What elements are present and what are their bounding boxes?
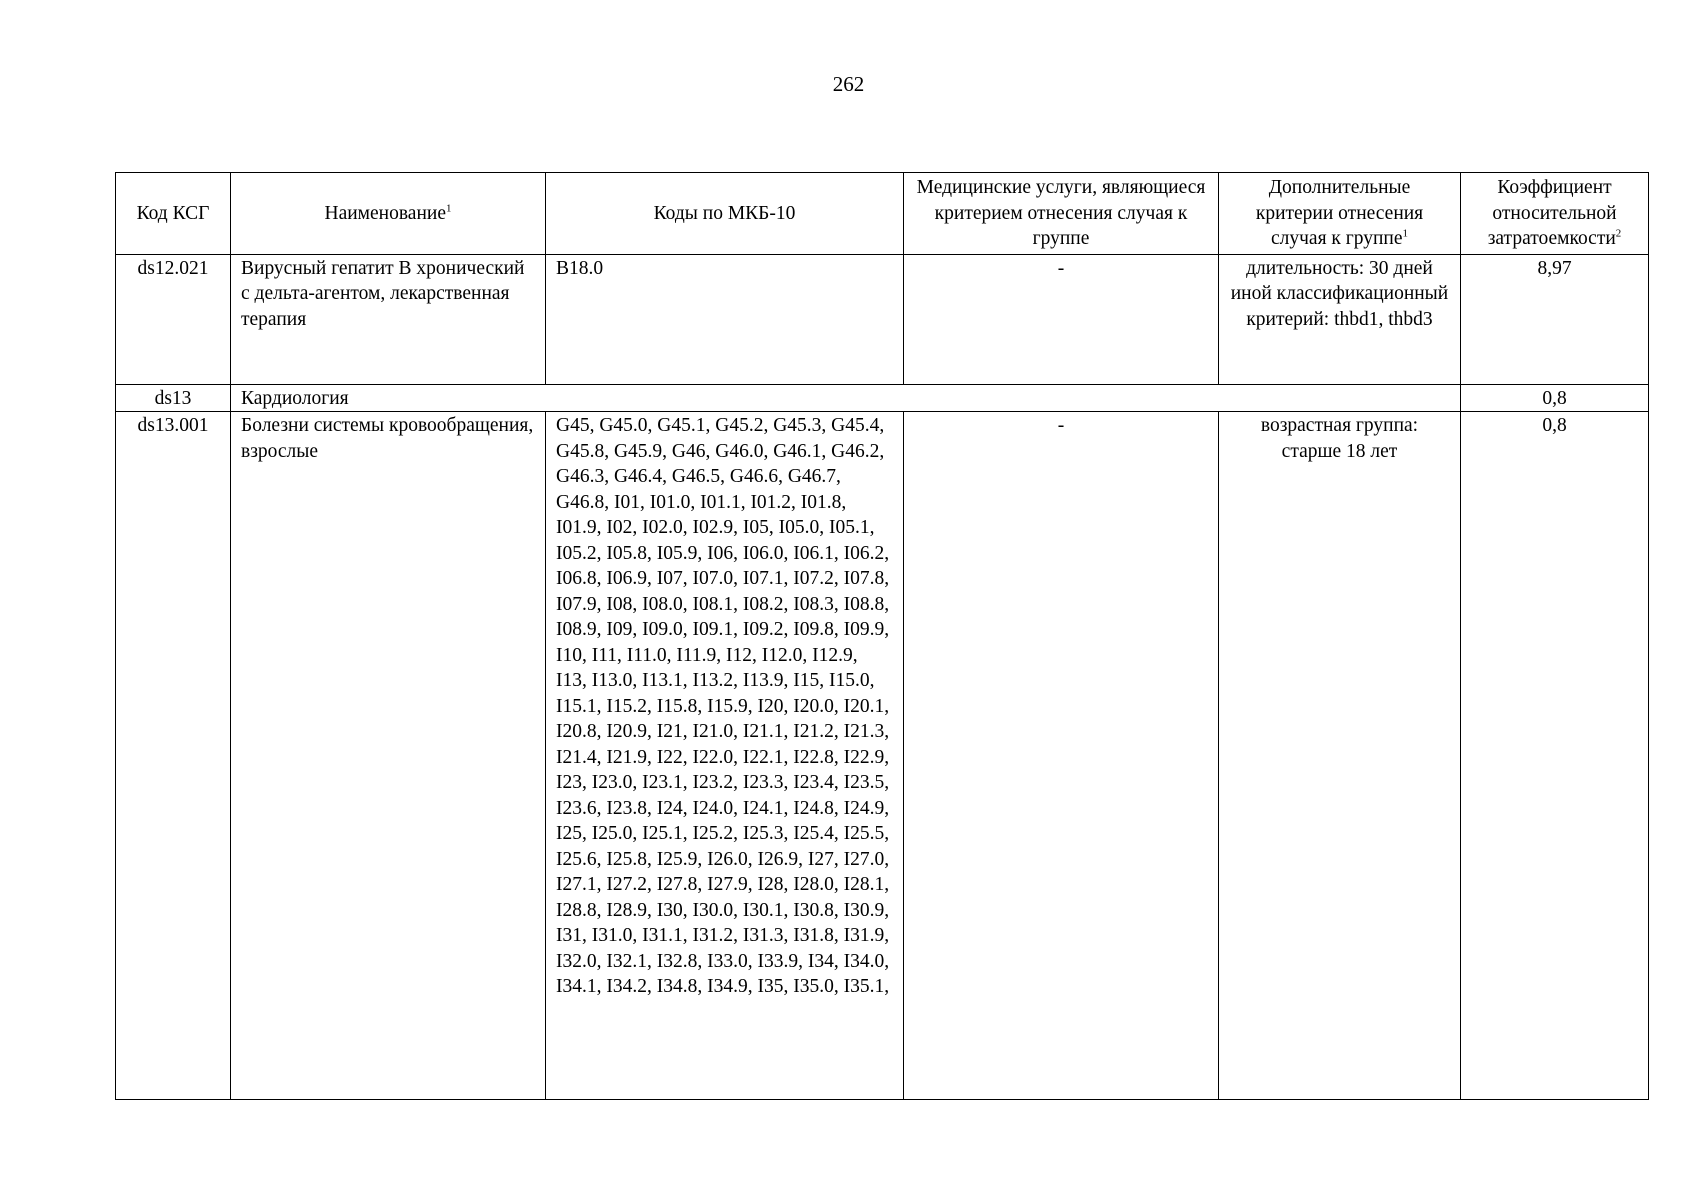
- table-row: [116, 254, 1649, 384]
- ksg-table: [115, 172, 1649, 1100]
- cell-coef: 0,8: [1461, 412, 1649, 1100]
- header-code: Код КСГ: [116, 173, 231, 255]
- cell-code: ds13.001: [116, 412, 231, 1100]
- footnote-mark: 2: [1615, 227, 1622, 240]
- cell-code: ds12.021: [116, 254, 231, 384]
- header-icd: Коды по МКБ-10: [546, 173, 904, 255]
- page-number: 262: [832, 72, 865, 96]
- cell-extra: длительность: 30 дней иной классификационный критерий: thbd1, thbd3: [1219, 254, 1461, 384]
- table-header-row: [116, 173, 1649, 255]
- cell-coef: 8,97: [1461, 254, 1649, 384]
- cell-name: Вирусный гепатит B хронический с дельта-агентом, лекарственная терапия: [231, 254, 546, 384]
- cell-section-name: Кардиология: [231, 384, 1461, 412]
- cell-extra: возрастная группа: старше 18 лет: [1219, 412, 1461, 1100]
- table-row: [116, 412, 1649, 1100]
- cell-services: -: [904, 254, 1219, 384]
- cell-icd: B18.0: [546, 254, 904, 384]
- cell-code: ds13: [116, 384, 231, 412]
- header-extra: Дополнительные критерии отнесения случая к группе$^1$: [1219, 173, 1461, 255]
- cell-services: -: [904, 412, 1219, 1100]
- footnote-mark: 1: [1402, 227, 1409, 240]
- header-name: Наименование$^1$: [231, 173, 546, 255]
- cell-name: Болезни системы кровообращения, взрослые: [231, 412, 546, 1100]
- table-row-section: [116, 384, 1649, 412]
- header-coef: Коэффициент относительной затратоемкости$^2$: [1461, 173, 1649, 255]
- cell-icd: G45, G45.0, G45.1, G45.2, G45.3, G45.4, G45.8, G45.9, G46, G46.0, G46.1, G46.2, G46.3, G46.4, G46.5, G46.6, G46.7, G46.8, I01, I01.0, I01.1, I01.2, I01.8, I01.9, I02, I02.0, I02.9, I05, I05.0, I05.1, I05.2, I05.8, I05.9, I06, I06.0, I06.1, I06.2, I06.8, I06.9, I07, I07.0, I07.1, I07.2, I07.8, I07.9, I08, I08.0, I08.1, I08.2, I08.3, I08.8, I08.9, I09, I09.0, I09.1, I09.2, I09.8, I09.9, I10, I11, I11.0, I11.9, I12, I12.0, I12.9, I13, I13.0, I13.1, I13.2, I13.9, I15, I15.0, I15.1, I15.2, I15.8, I15.9, I20, I20.0, I20.1, I20.8, I20.9, I21, I21.0, I21.1, I21.2, I21.3, I21.4, I21.9, I22, I22.0, I22.1, I22.8, I22.9, I23, I23.0, I23.1, I23.2, I23.3, I23.4, I23.5, I23.6, I23.8, I24, I24.0, I24.1, I24.8, I24.9, I25, I25.0, I25.1, I25.2, I25.3, I25.4, I25.5, I25.6, I25.8, I25.9, I26.0, I26.9, I27, I27.0, I27.1, I27.2, I27.8, I27.9, I28, I28.0, I28.1, I28.8, I28.9, I30, I30.0, I30.1, I30.8, I30.9, I31, I31.0, I31.1, I31.2, I31.3, I31.8, I31.9, I32.0, I32.1, I32.8, I33.0, I33.9, I34, I34.0, I34.1, I34.2, I34.8, I34.9, I35, I35.0, I35.1,: [546, 412, 904, 1100]
- header-services: Медицинские услуги, являющиеся критерием отнесения случая к группе: [904, 173, 1219, 255]
- footnote-mark: 1: [446, 202, 452, 214]
- cell-coef: 0,8: [1461, 384, 1649, 412]
